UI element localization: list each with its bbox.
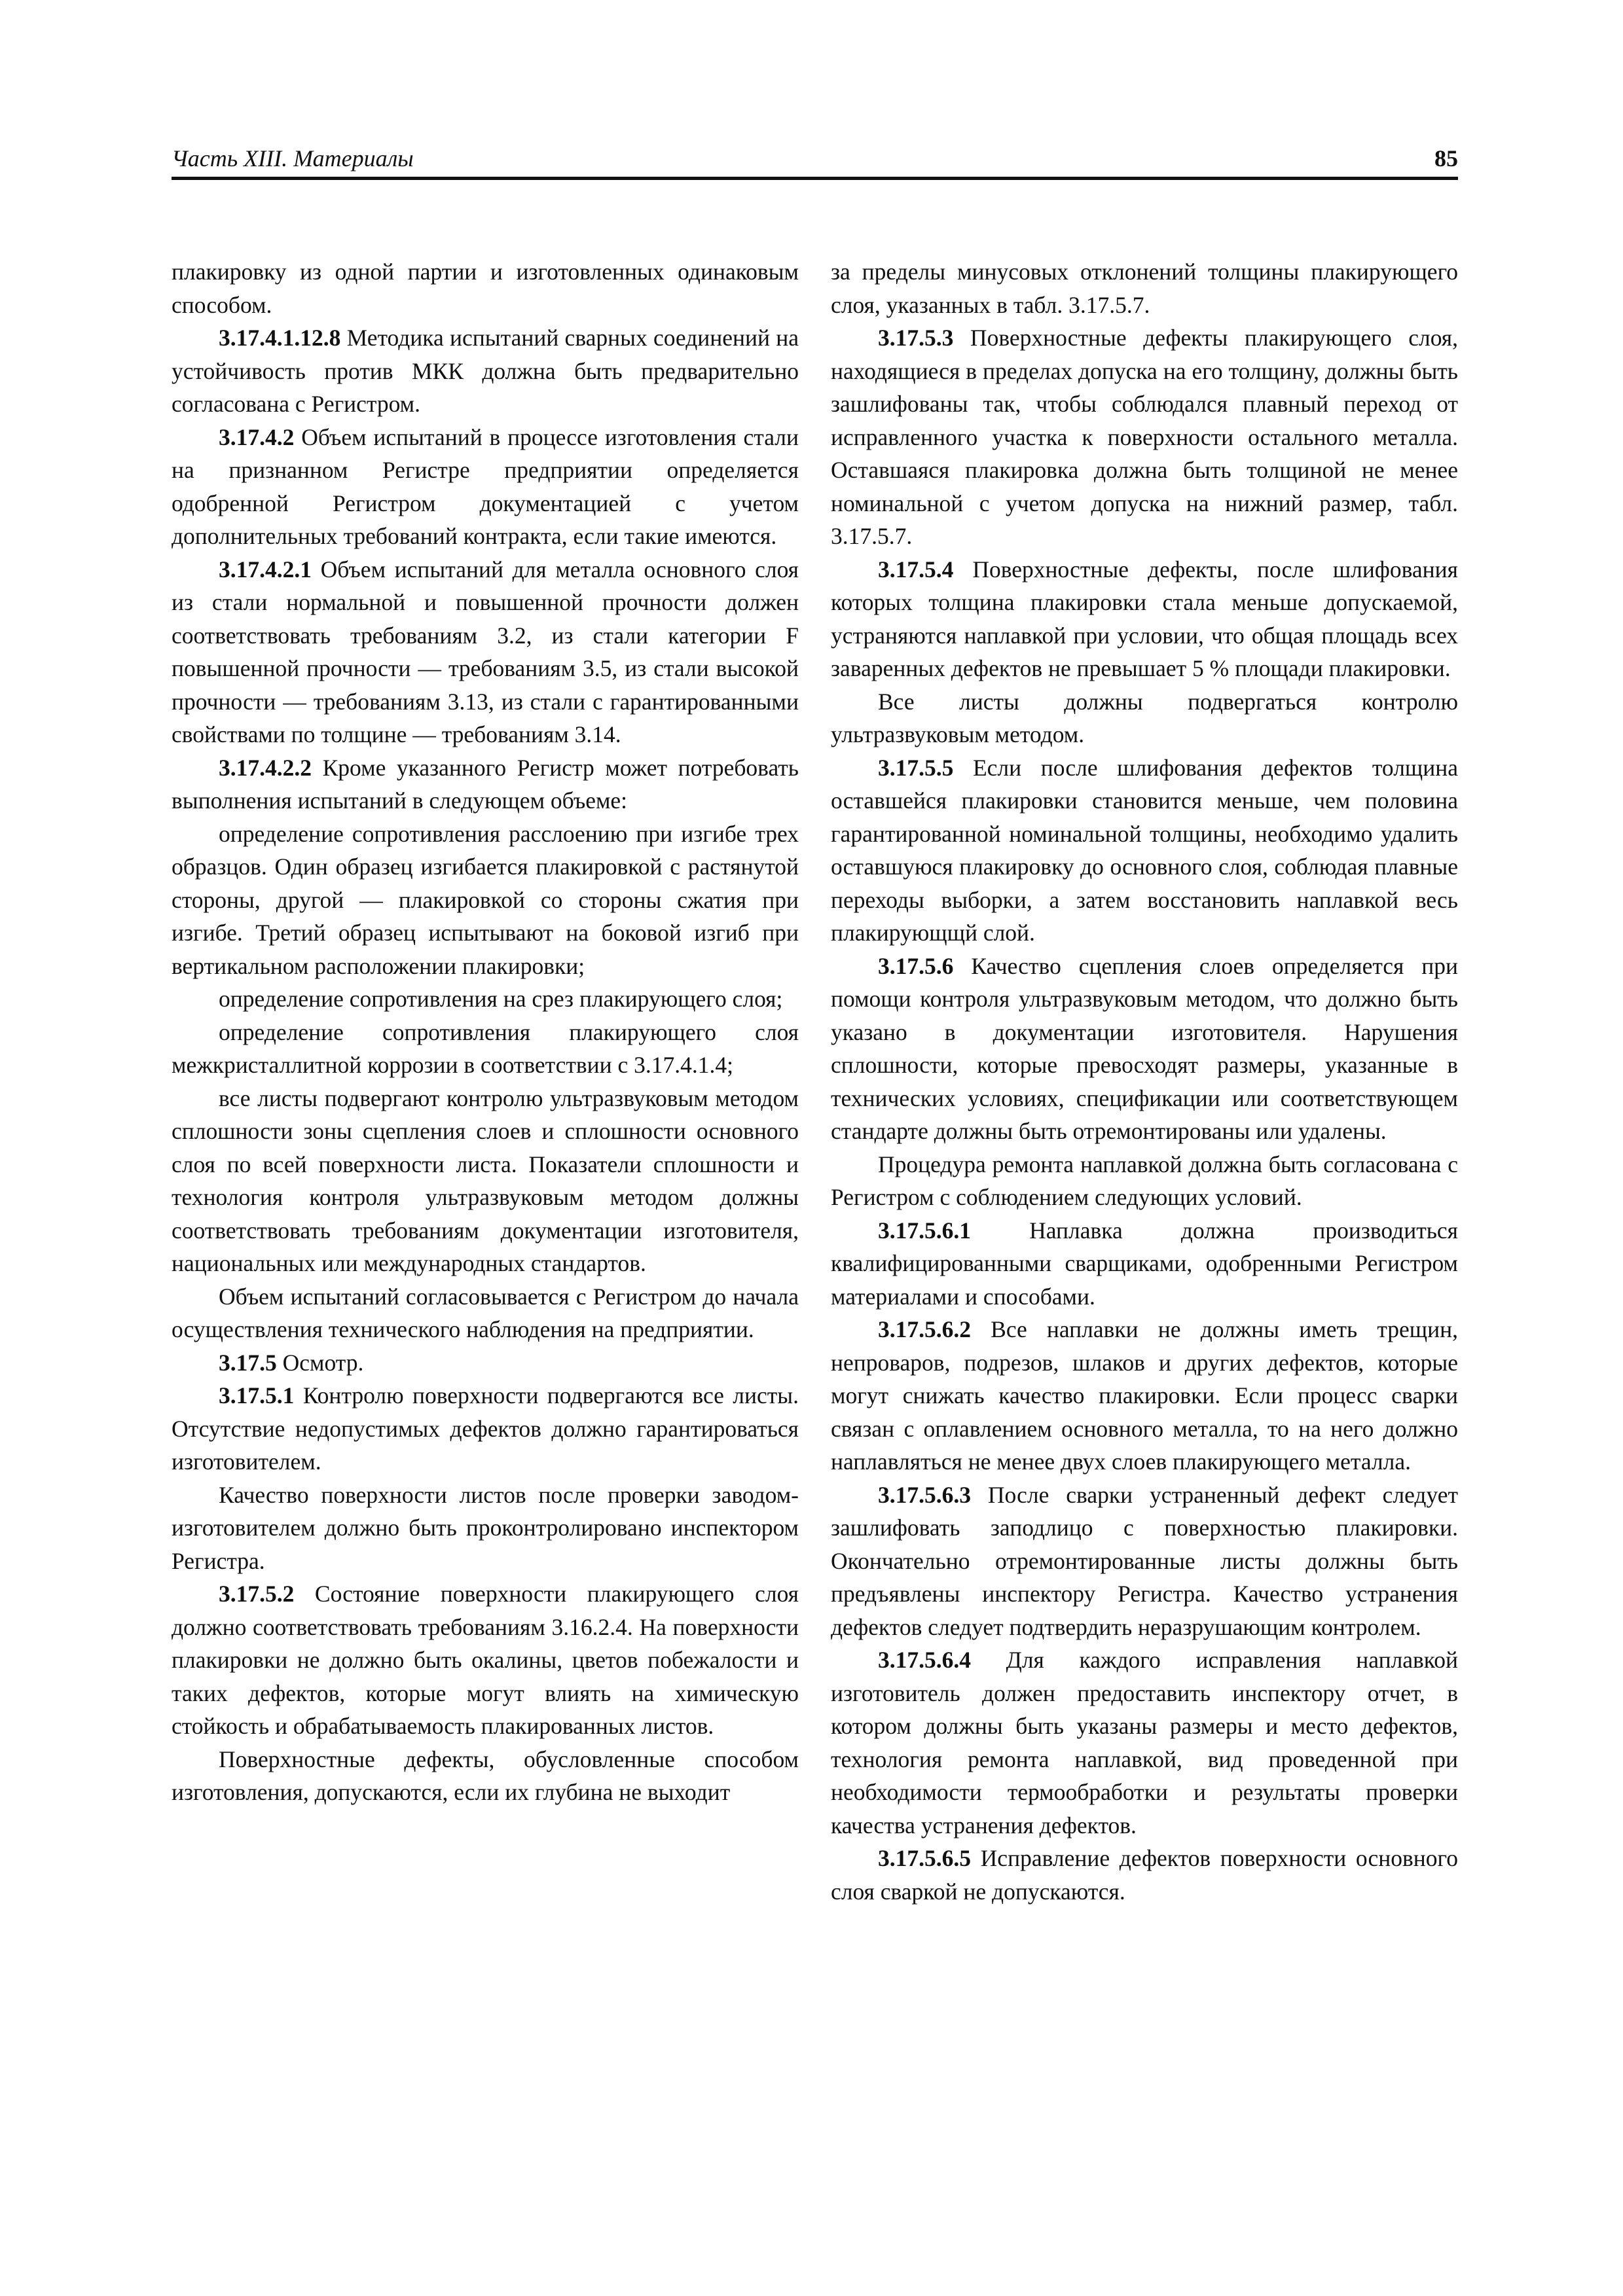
paragraph-text: плакировку из одной партии и изготовленных одинаковым способом. [172, 259, 799, 318]
paragraph-text: Все листы должны подвергаться контролю ультразвуковым методом. [831, 688, 1458, 747]
paragraph [831, 1313, 1458, 1479]
paragraph [172, 1016, 799, 1082]
paragraph [172, 255, 799, 321]
paragraph-text: определение сопротивления плакирующего слоя межкристаллитной коррозии в соответствии с 3.17.4.1.4; [172, 1018, 799, 1078]
section-number: 3.17.5.6 [878, 952, 954, 979]
paragraph [172, 421, 799, 553]
paragraph-text: Процедура ремонта наплавкой должна быть согласована с Регистром с соблюдением следующих условий. [831, 1151, 1458, 1210]
paragraph [831, 1479, 1458, 1644]
paragraph [172, 553, 799, 751]
paragraph [831, 751, 1458, 950]
paragraph-text: Если после шлифования дефектов толщина оставшейся плакировки становится меньше, чем половина гарантированной номинальной толщины, необходимо удалить оставшуюся плакировку до основного слоя, соблюдая плавные переходы выборки, а затем восстановить наплавкой весь плакирующщй слой. [831, 754, 1458, 946]
paragraph [831, 553, 1458, 685]
paragraph [831, 1643, 1458, 1842]
section-number: 3.17.5.3 [878, 325, 954, 351]
paragraph-text: Состояние поверхности плакирующего слоя должно соответствовать требованиям 3.16.2.4. На поверхности плакировки не должно быть окалины, цветов побежалости и таких дефектов, которые могут влиять на химическую стойкость и обрабатываемость плакированных листов. [172, 1581, 799, 1739]
section-number: 3.17.5.5 [878, 754, 954, 781]
paragraph [172, 751, 799, 817]
paragraph [831, 1842, 1458, 1908]
paragraph-text: Осмотр. [276, 1349, 364, 1376]
section-number: 3.17.5 [219, 1349, 277, 1376]
section-number: 3.17.5.6.4 [878, 1647, 971, 1673]
paragraph-text: Наплавка должна производиться квалифицированными сварщиками, одобренными Регистром материалами и способами. [831, 1217, 1458, 1310]
right-column [831, 255, 1458, 1908]
section-number: 3.17.5.6.2 [878, 1316, 971, 1342]
paragraph-text: определение сопротивления расслоению при изгибе трех образцов. Один образец изгибается плакировкой с растянутой стороны, другой — плакировкой со стороны сжатия при изгибе. Третий образец испытывают на боковой изгиб при вертикальном расположении плакировки; [172, 820, 799, 979]
paragraph-text: Контролю поверхности подвергаются все листы. Отсутствие недопустимых дефектов должно гарантироваться изготовителем. [172, 1382, 799, 1475]
paragraph-text: После сварки устраненный дефект следует зашлифовать заподлицо с поверхностью плакировки. Окончательно отремонтированные листы должны быть предъявлены инспектору Регистра. Качество устранения дефектов следует подтвердить неразрушающим контролем. [831, 1481, 1458, 1640]
paragraph [831, 685, 1458, 751]
paragraph-text: Все наплавки не должны иметь трещин, непроваров, подрезов, шлаков и других дефектов, которые могут снижать качество плакировки. Если процесс сварки связан с оплавлением основного металла, то на него должно наплавляться не менее двух слоев плакирующего металла. [831, 1316, 1458, 1475]
paragraph [831, 1148, 1458, 1214]
paragraph [831, 321, 1458, 553]
paragraph [172, 1577, 799, 1743]
section-number: 3.17.4.1.12.8 [219, 325, 341, 351]
section-number: 3.17.5.6.1 [878, 1217, 971, 1244]
paragraph [172, 1479, 799, 1578]
section-number: 3.17.5.4 [878, 556, 954, 583]
paragraph-text: за пределы минусовых отклонений толщины плакирующего слоя, указанных в табл. 3.17.5.7. [831, 259, 1458, 318]
paragraph-text: Объем испытаний для металла основного слоя из стали нормальной и повышенной прочности должен соответствовать требованиям 3.2, из стали категории F повышенной прочности — требованиям 3.5, из стали высокой прочности — требованиям 3.13, из стали с гарантированными свойствами по толщине — требованиям 3.14. [172, 556, 799, 747]
paragraph [831, 1214, 1458, 1314]
paragraph [172, 321, 799, 421]
section-number: 3.17.4.2 [219, 423, 295, 450]
paragraph-text: Для каждого исправления наплавкой изготовитель должен предоставить инспектору отчет, в котором должны быть указаны размеры и место дефектов, технология ремонта наплавкой, вид проведенной при необходимости термообработки и результаты проверки качества устранения дефектов. [831, 1647, 1458, 1839]
section-number: 3.17.5.2 [219, 1581, 295, 1607]
page-number: 85 [1434, 145, 1458, 171]
paragraph-text: Поверхностные дефекты, после шлифования которых толщина плакировки стала меньше допускаемой, устраняются наплавкой при условии, что общая площадь всех заваренных дефектов не превышает 5 % площади плакировки. [831, 556, 1458, 681]
section-number: 3.17.5.6.3 [878, 1481, 971, 1508]
paragraph-text: Исправление дефектов поверхности основного слоя сваркой не допускаются. [831, 1845, 1458, 1905]
paragraph [172, 1280, 799, 1346]
paragraph-text: все листы подвергают контролю ультразвуковым методом сплошности зоны сцепления слоев и сплошности основного слоя по всей поверхности листа. Показатели сплошности и технология контроля ультразвуковым методом должны соответствовать требованиям документации изготовителя, национальных или международных стандартов. [172, 1085, 799, 1276]
paragraph [172, 1743, 799, 1809]
paragraph [172, 982, 799, 1016]
paragraph-text: Качество поверхности листов после проверки заводом-изготовителем должно быть проконтролировано инспектором Регистра. [172, 1481, 799, 1574]
page-header [172, 145, 1458, 178]
paragraph [172, 1082, 799, 1280]
left-column [172, 255, 799, 1809]
paragraph [172, 1379, 799, 1479]
paragraph-text: определение сопротивления на срез плакирующего слоя; [219, 986, 783, 1012]
paragraph-text: Поверхностные дефекты плакирующего слоя, находящиеся в пределах допуска на его толщину, должны быть зашлифованы так, чтобы соблюдался плавный переход от исправленного участка к поверхности остального металла. Оставшаяся плакировка должна быть толщиной не менее номинальной с учетом допуска на нижний размер, табл. 3.17.5.7. [831, 325, 1458, 549]
section-number: 3.17.4.2.2 [219, 754, 312, 781]
paragraph-text: Кроме указанного Регистр может потребовать выполнения испытаний в следующем объеме: [172, 754, 799, 814]
running-title: Часть XIII. Материалы [172, 145, 414, 171]
paragraph-text: Качество сцепления слоев определяется при помощи контроля ультразвуковым методом, что должно быть указано в документации изготовителя. Нарушения сплошности, которые превосходят размеры, указанные в технических условиях, спецификации или соответствующем стандарте должны быть отремонтированы или удалены. [831, 952, 1458, 1144]
paragraph-text: Объем испытаний в процессе изготовления стали на признанном Регистре предприятии определяется одобренной Регистром документацией с учетом дополнительных требований контракта, если такие имеются. [172, 423, 799, 549]
section-number: 3.17.5.6.5 [878, 1845, 971, 1871]
paragraph-text: Объем испытаний согласовывается с Регистром до начала осуществления технического наблюдения на предприятии. [172, 1283, 799, 1342]
section-number: 3.17.4.2.1 [219, 556, 312, 583]
paragraph-text: Методика испытаний сварных соединений на устойчивость против МКК должна быть предварительно согласована с Регистром. [172, 325, 799, 417]
paragraph-text: Поверхностные дефекты, обусловленные способом изготовления, допускаются, если их глубина не выходит [172, 1746, 799, 1805]
paragraph [831, 950, 1458, 1148]
section-number: 3.17.5.1 [219, 1382, 295, 1408]
paragraph [831, 255, 1458, 321]
paragraph [172, 817, 799, 983]
paragraph [172, 1346, 799, 1380]
header-rule [172, 177, 1458, 180]
